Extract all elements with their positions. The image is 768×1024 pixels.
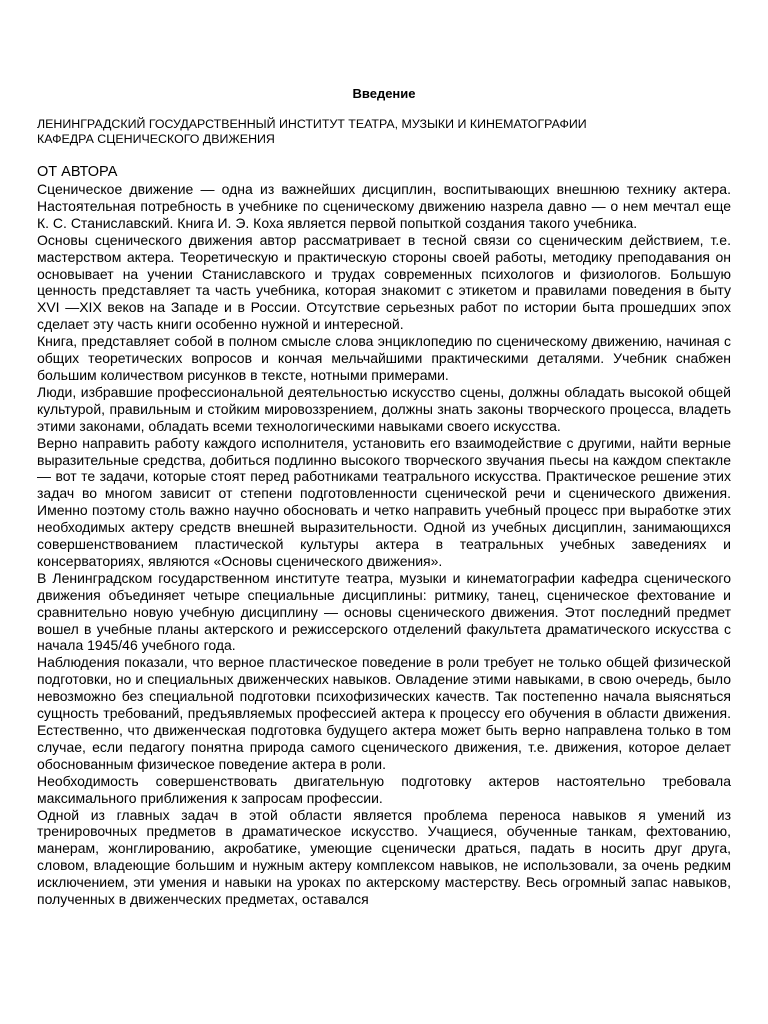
paragraph: Необходимость совершенствовать двигательную подготовку актеров настоятельно требовала максимального приближения к запросам профессии. xyxy=(37,772,731,806)
paragraph: Основы сценического движения автор рассматривает в тесной связи со сценическим действием, т.е. мастерством актера. Теоретическую и практическую стороны своей работы, методику преподавания он основывает на учении Станиславского и трудах современных психологов и физиологов. Большую ценность представляет та часть учебника, которая знакомит с этикетом и правилами поведения в быту XVI —XIX веков на Западе и в России. Отсутствие серьезных работ по истории быта прошедших эпох сделает эту часть книги особенно нужной и интересной. xyxy=(37,231,731,333)
paragraph: Наблюдения показали, что верное пластическое поведение в роли требует не только общей физической подготовки, но и специальных движенческих навыков. Овладение этими навыками, в свою очередь, было невозможно без специальной подготовки психофизических качеств. Так постепенно начала выясняться сущность требований, предъявляемых профессией актера к процессу его обучения в области движения. Естественно, что движенческая подготовка будущего актера может быть верно направлена только в том случае, если педагогу понятна природа самого сценического движения, т.е. движения, которое делает обоснованным физическое поведение актера в роли. xyxy=(37,654,731,772)
document-body xyxy=(37,164,731,908)
paragraph: Одной из главных задач в этой области является проблема переноса навыков я умений из тренировочных предметов в драматическое искусство. Учащиеся, обученные танкам, фехтованию, манерам, жонглированию, акробатике, умеющие сценически драться, падать в носить друг друга, словом, владеющие большим и нужным актеру комплексом навыков, не использовали, за очень редким исключением, эти умения и навыки на уроках по актерскому мастерству. Весь огромный запас навыков, полученных в движенческих предметах, оставался xyxy=(37,806,731,908)
institution-header xyxy=(37,117,731,147)
document-title: Введение xyxy=(352,86,416,101)
department-name: КАФЕДРА СЦЕНИЧЕСКОГО ДВИЖЕНИЯ xyxy=(37,132,275,146)
paragraph: Верно направить работу каждого исполнителя, установить его взаимодействие с другими, найти верные выразительные средства, добиться подлинно высокого творческого звучания пьесы на каждом спектакле — вот те задачи, которые стоят перед работниками театрального искусства. Практическое решение этих задач во многом зависит от степени подготовленности сценической речи и сценического движения. Именно поэтому столь важно научно обосновать и четко направить учебный процесс при выработке этих необходимых актеру средств внешней выразительности. Одной из учебных дисциплин, занимающихся совершенствованием пластической культуры актера в театральных учебных заведениях и консерваториях, являются «Основы сценического движения». xyxy=(37,434,731,569)
section-heading: ОТ АВТОРА xyxy=(37,164,118,180)
paragraph: В Ленинградском государственном институте театра, музыки и кинематографии кафедра сценического движения объединяет четыре специальные дисциплины: ритмику, танец, сценическое фехтование и сравнительно новую учебную дисциплину — основы сценического движения. Этот последний предмет вошел в учебные планы актерского и режиссерского отделений факультета драматического искусства с начала 1945/46 учебного года. xyxy=(37,569,731,654)
paragraph: Сценическое движение — одна из важнейших дисциплин, воспитывающих внешнюю технику актера. Настоятельная потребность в учебнике по сценическому движению назрела давно — о нем мечтал еще К. С. Станиславский. Книга И. Э. Коха является первой попыткой создания такого учебника. xyxy=(37,181,731,231)
paragraph: Люди, избравшие профессиональной деятельностью искусство сцены, должны обладать высокой общей культурой, правильным и стойким мировоззрением, должны знать законы творческого процесса, владеть этими законами, обладать всеми технологическими навыками своего искусства. xyxy=(37,383,731,434)
paragraph: Книга, представляет собой в полном смысле слова энциклопедию по сценическому движению, начиная с общих теоретических вопросов и кончая мельчайшими практическими деталями. Учебник снабжен большим количеством рисунков в тексте, нотными примерами. xyxy=(37,333,731,383)
institution-name: ЛЕНИНГРАДСКИЙ ГОСУДАРСТВЕННЫЙ ИНСТИТУТ ТЕАТРА, МУЗЫКИ И КИНЕМАТОГРАФИИ xyxy=(37,117,587,131)
